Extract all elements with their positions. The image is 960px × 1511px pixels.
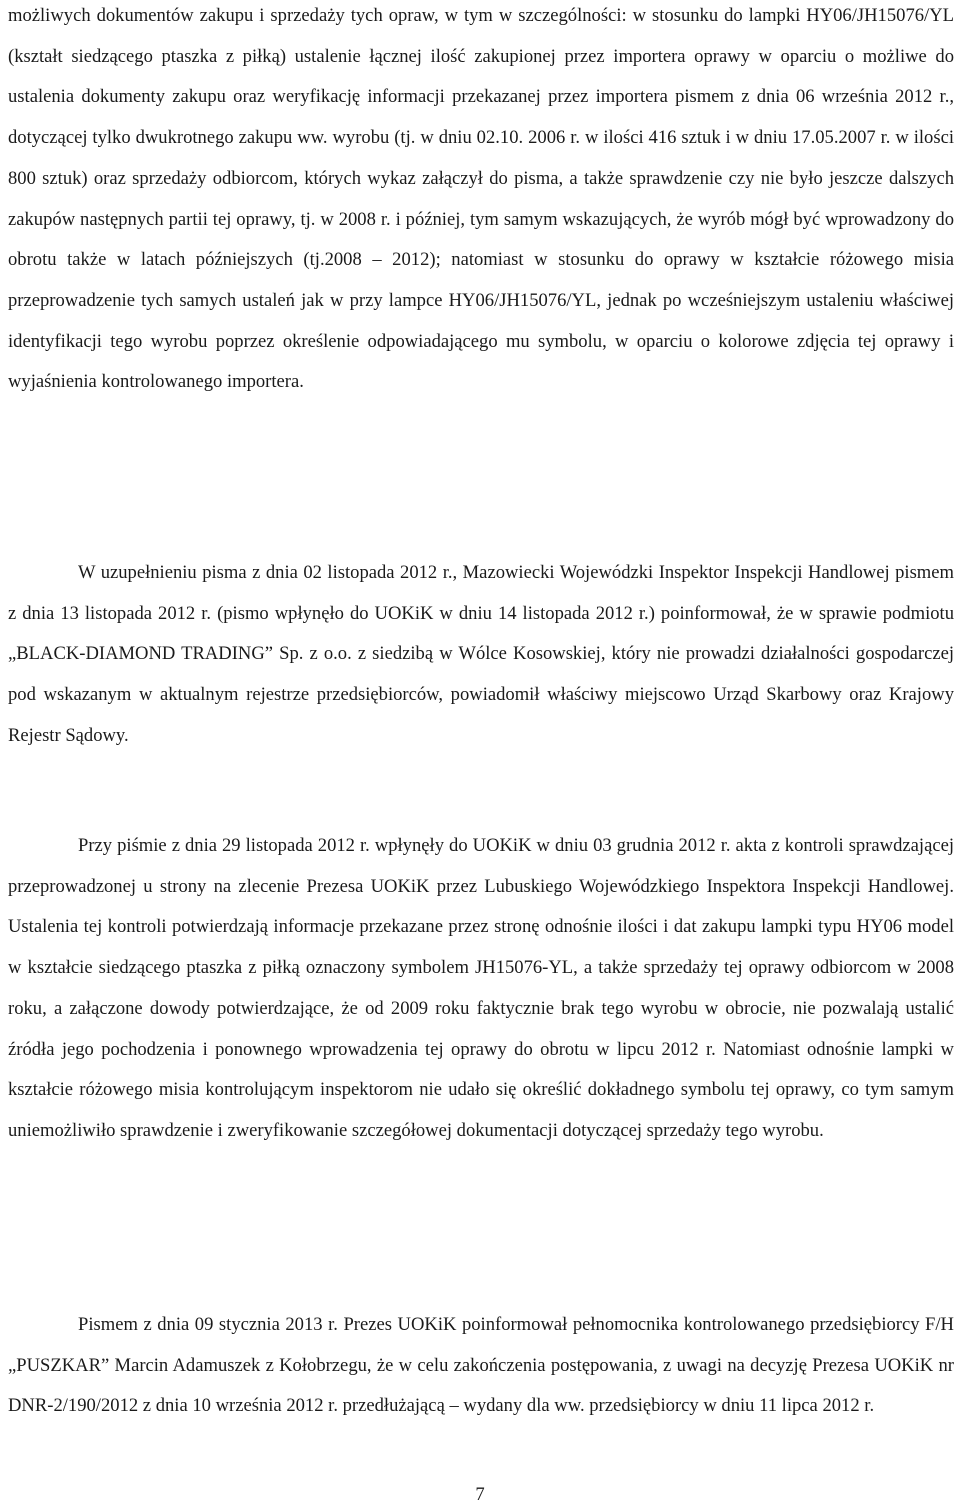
paragraph-1: możliwych dokumentów zakupu i sprzedaży tych opraw, w tym w szczególności: w stosunku do lampki HY06/JH15076/YL (kształt siedzącego ptaszka z piłką) ustalenie łącznej ilość zakupionej przez importera oprawy w oparciu o możliwe do ustalenia dokumenty zakupu oraz weryfikację informacji przekazanej przez importera pismem z dnia 06 września 2012 r., dotyczącej tylko dwukrotnego zakupu ww. wyrobu (tj. w dniu 02.10. 2006 r. w ilości 416 sztuk i w dniu 17.05.2007 r. w ilości 800 sztuk) oraz sprzedaży odbiorcom, których wykaz załączył do pisma, a także sprawdzenie czy nie było jeszcze dalszych zakupów następnych partii tej oprawy, tj. w 2008 r. i później, tym samym wskazujących, że wyrób mógł być wprowadzony do obrotu także w latach późniejszych (tj.2008 – 2012); natomiast w stosunku do oprawy w kształcie różowego misia przeprowadzenie tych samych ustaleń jak w przy lampce HY06/JH15076/YL, jednak po wcześniejszym ustaleniu właściwej identyfikacji tego wyrobu poprzez określenie odpowiadającego mu symbolu, w oparciu o kolorowe zdjęcia tej oprawy i wyjaśnienia kontrolowanego importera. (8, 5, 954, 393)
paragraph-2: W uzupełnieniu pisma z dnia 02 listopada 2012 r., Mazowiecki Wojewódzki Inspektor Inspekcji Handlowej pismem z dnia 13 listopada 2012 r. (pismo wpłynęło do UOKiK w dniu 14 listopada 2012 r.) poinformował, że w sprawie podmiotu „BLACK-DIAMOND TRADING” Sp. z o.o. z siedzibą w Wólce Kosowskiej, który nie prowadzi działalności gospodarczej pod wskazanym w aktualnym rejestrze przedsiębiorców, powiadomił właściwy miejscowo Urząd Skarbowy oraz Krajowy Rejestr Sądowy. (8, 562, 954, 746)
paragraph-3: Przy piśmie z dnia 29 listopada 2012 r. wpłynęły do UOKiK w dniu 03 grudnia 2012 r. akta z kontroli sprawdzającej przeprowadzonej u strony na zlecenie Prezesa UOKiK przez Lubuskiego Wojewódzkiego Inspektora Inspekcji Handlowej. Ustalenia tej kontroli potwierdzają informacje przekazane przez stronę odnośnie ilości i dat zakupu lampki typu HY06 model w kształcie siedzącego ptaszka z piłką oznaczony symbolem JH15076-YL, a także sprzedaży tej oprawy odbiorcom w 2008 roku, a załączone dowody potwierdzające, że od 2009 roku faktycznie brak tego wyrobu w obrocie, nie pozwalają ustalić źródła jego pochodzenia i ponownego wprowadzenia tej oprawy do obrotu w lipcu 2012 r. Natomiast odnośnie lampki w kształcie różowego misia kontrolującym inspektorom nie udało się określić dokładnego symbolu tej oprawy, co tym samym uniemożliwiło sprawdzenie i zweryfikowanie szczegółowej dokumentacji dotyczącej sprzedaży tego wyrobu. (8, 835, 954, 1141)
paragraph-4: Pismem z dnia 09 stycznia 2013 r. Prezes UOKiK poinformował pełnomocnika kontrolowanego przedsiębiorcy F/H „PUSZKAR” Marcin Adamuszek z Kołobrzegu, że w celu zakończenia postępowania, z uwagi na decyzję Prezesa UOKiK nr DNR-2/190/2012 z dnia 10 września 2012 r. przedłużającą – wydany dla ww. przedsiębiorcy w dniu 11 lipca 2012 r. (8, 1314, 954, 1417)
page-number: 7 (475, 1484, 485, 1505)
